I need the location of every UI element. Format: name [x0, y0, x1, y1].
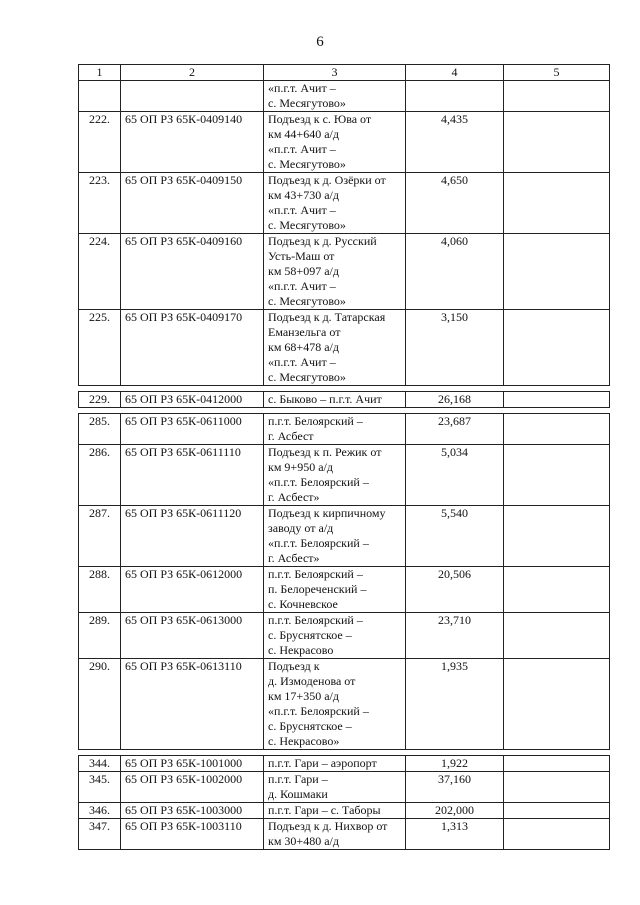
table-row: [79, 756, 610, 772]
note-cell: [504, 112, 610, 173]
table-row: [79, 392, 610, 408]
length-cell: [406, 81, 504, 112]
note-cell: [504, 81, 610, 112]
length-cell: 26,168: [406, 392, 504, 408]
note-cell: [504, 772, 610, 803]
table-row: [79, 112, 610, 173]
road-name-cell: Подъезд к д. Измоденова от км 17+350 а/д «п.г.т. Белоярский – с. Бруснятское – с. Некрасово»: [264, 659, 406, 750]
table-row: [79, 506, 610, 567]
row-number-cell: 344.: [79, 756, 121, 772]
length-cell: 4,650: [406, 173, 504, 234]
road-code-cell: 65 ОП РЗ 65К-1001000: [121, 756, 264, 772]
length-cell: 4,435: [406, 112, 504, 173]
road-code-cell: 65 ОП РЗ 65К-0409170: [121, 310, 264, 386]
row-number-cell: 222.: [79, 112, 121, 173]
road-code-cell: [121, 81, 264, 112]
row-number-cell: 289.: [79, 613, 121, 659]
road-code-cell: 65 ОП РЗ 65К-0611110: [121, 445, 264, 506]
row-number-cell: 346.: [79, 803, 121, 819]
row-number-cell: 224.: [79, 234, 121, 310]
row-number-cell: 288.: [79, 567, 121, 613]
road-name-cell: п.г.т. Гари – с. Таборы: [264, 803, 406, 819]
page-number: 6: [316, 34, 324, 50]
row-number-cell: 223.: [79, 173, 121, 234]
road-code-cell: 65 ОП РЗ 65К-0613110: [121, 659, 264, 750]
road-code-cell: 65 ОП РЗ 65К-0409140: [121, 112, 264, 173]
row-number-cell: 345.: [79, 772, 121, 803]
note-cell: [504, 310, 610, 386]
note-cell: [504, 659, 610, 750]
row-number-cell: 229.: [79, 392, 121, 408]
header-cell: 4: [406, 65, 504, 81]
note-cell: [504, 506, 610, 567]
table-row: [79, 613, 610, 659]
row-number-cell: 290.: [79, 659, 121, 750]
length-cell: 23,710: [406, 613, 504, 659]
row-number-cell: 225.: [79, 310, 121, 386]
row-number-cell: 286.: [79, 445, 121, 506]
row-number-cell: [79, 81, 121, 112]
road-code-cell: 65 ОП РЗ 65К-0613000: [121, 613, 264, 659]
note-cell: [504, 819, 610, 850]
row-number-cell: 285.: [79, 414, 121, 445]
table-row: [79, 81, 610, 112]
road-name-cell: п.г.т. Гари – аэропорт: [264, 756, 406, 772]
note-cell: [504, 414, 610, 445]
row-number-cell: 287.: [79, 506, 121, 567]
length-cell: 20,506: [406, 567, 504, 613]
note-cell: [504, 173, 610, 234]
table-row: [79, 567, 610, 613]
road-code-cell: 65 ОП РЗ 65К-1003000: [121, 803, 264, 819]
table-row: [79, 234, 610, 310]
table-row: [79, 659, 610, 750]
length-cell: 37,160: [406, 772, 504, 803]
table-row: [79, 173, 610, 234]
road-name-cell: Подъезд к д. Нихвор от км 30+480 а/д: [264, 819, 406, 850]
table-row: [79, 772, 610, 803]
table-row: [79, 310, 610, 386]
road-code-cell: 65 ОП РЗ 65К-0409150: [121, 173, 264, 234]
length-cell: 1,935: [406, 659, 504, 750]
road-name-cell: Подъезд к с. Юва от км 44+640 а/д «п.г.т. Ачит – с. Месягутово»: [264, 112, 406, 173]
note-cell: [504, 567, 610, 613]
table-row: [79, 819, 610, 850]
row-number-cell: 347.: [79, 819, 121, 850]
header-cell: 5: [504, 65, 610, 81]
note-cell: [504, 445, 610, 506]
length-cell: 1,922: [406, 756, 504, 772]
note-cell: [504, 803, 610, 819]
road-name-cell: Подъезд к кирпичному заводу от а/д «п.г.т. Белоярский – г. Асбест»: [264, 506, 406, 567]
table-row: [79, 445, 610, 506]
road-name-cell: п.г.т. Гари – д. Кошмаки: [264, 772, 406, 803]
length-cell: 202,000: [406, 803, 504, 819]
road-code-cell: 65 ОП РЗ 65К-0611000: [121, 414, 264, 445]
road-name-cell: п.г.т. Белоярский – п. Белореченский – с. Кочневское: [264, 567, 406, 613]
roads-table: [78, 64, 610, 850]
road-code-cell: 65 ОП РЗ 65К-0409160: [121, 234, 264, 310]
length-cell: 5,034: [406, 445, 504, 506]
note-cell: [504, 392, 610, 408]
header-cell: 3: [264, 65, 406, 81]
length-cell: 23,687: [406, 414, 504, 445]
road-code-cell: 65 ОП РЗ 65К-1003110: [121, 819, 264, 850]
table-row: [79, 803, 610, 819]
road-name-cell: Подъезд к д. Озёрки от км 43+730 а/д «п.г.т. Ачит – с. Месягутово»: [264, 173, 406, 234]
road-name-cell: п.г.т. Белоярский – г. Асбест: [264, 414, 406, 445]
road-name-cell: с. Быково – п.г.т. Ачит: [264, 392, 406, 408]
header-cell: 1: [79, 65, 121, 81]
road-name-cell: п.г.т. Белоярский – с. Бруснятское – с. Некрасово: [264, 613, 406, 659]
road-name-cell: Подъезд к д. Татарская Еманзельга от км 68+478 а/д «п.г.т. Ачит – с. Месягутово»: [264, 310, 406, 386]
road-code-cell: 65 ОП РЗ 65К-0612000: [121, 567, 264, 613]
header-row: [79, 65, 610, 81]
road-name-cell: «п.г.т. Ачит – с. Месягутово»: [264, 81, 406, 112]
road-code-cell: 65 ОП РЗ 65К-1002000: [121, 772, 264, 803]
length-cell: 4,060: [406, 234, 504, 310]
length-cell: 3,150: [406, 310, 504, 386]
road-name-cell: Подъезд к д. Русский Усть-Маш от км 58+097 а/д «п.г.т. Ачит – с. Месягутово»: [264, 234, 406, 310]
road-code-cell: 65 ОП РЗ 65К-0412000: [121, 392, 264, 408]
note-cell: [504, 756, 610, 772]
length-cell: 5,540: [406, 506, 504, 567]
note-cell: [504, 234, 610, 310]
road-code-cell: 65 ОП РЗ 65К-0611120: [121, 506, 264, 567]
table-row: [79, 414, 610, 445]
note-cell: [504, 613, 610, 659]
header-cell: 2: [121, 65, 264, 81]
length-cell: 1,313: [406, 819, 504, 850]
road-name-cell: Подъезд к п. Режик от км 9+950 а/д «п.г.т. Белоярский – г. Асбест»: [264, 445, 406, 506]
